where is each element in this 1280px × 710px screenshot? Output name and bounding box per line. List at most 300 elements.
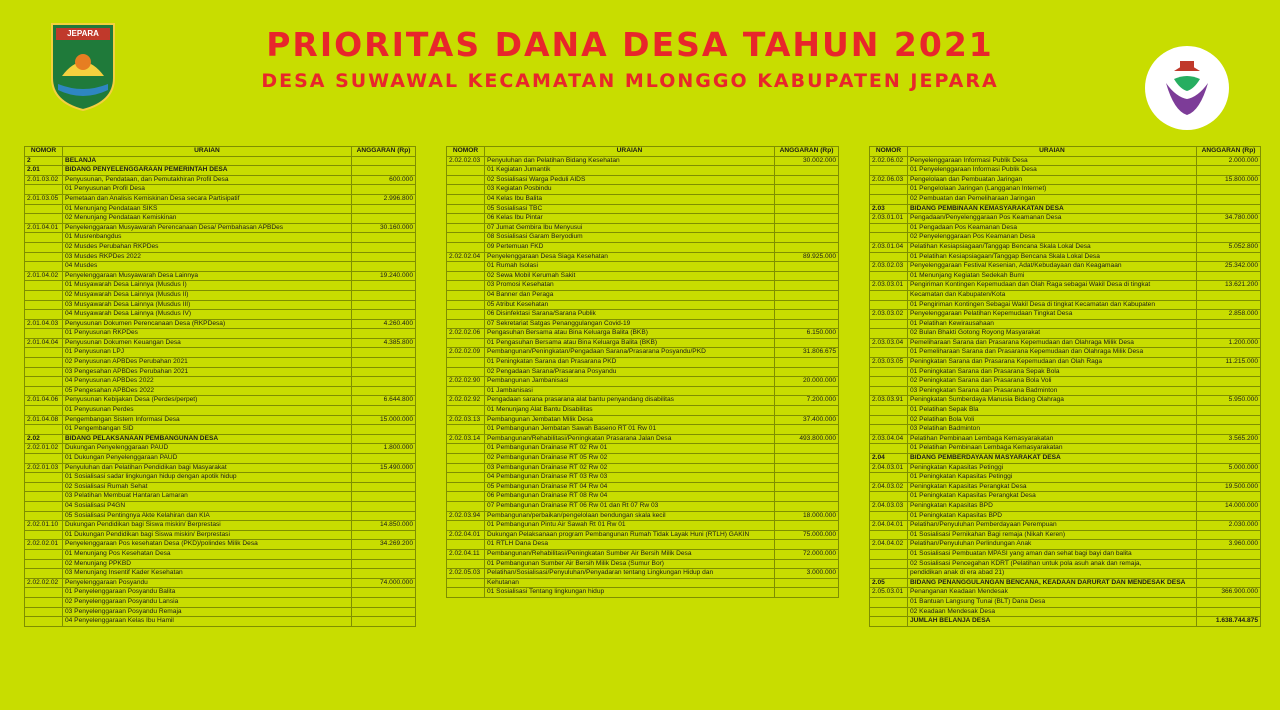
cell-uraian: BIDANG PELAKSANAAN PEMBANGUNAN DESA bbox=[63, 434, 352, 444]
cell-nomor bbox=[447, 473, 485, 483]
cell-nomor bbox=[870, 617, 908, 627]
cell-nomor bbox=[25, 348, 63, 358]
cell-anggaran bbox=[352, 242, 416, 252]
cell-nomor: 2.03.01.04 bbox=[870, 242, 908, 252]
cell-nomor: 2.04 bbox=[870, 454, 908, 464]
cell-uraian: Penyelenggaraan Desa Siaga Kesehatan bbox=[485, 252, 775, 262]
cell-uraian: Penyusunan, Pendataan, dan Pemutakhiran Profil Desa bbox=[63, 175, 352, 185]
cell-nomor bbox=[25, 473, 63, 483]
cell-anggaran bbox=[1197, 367, 1261, 377]
table-row bbox=[25, 425, 416, 435]
cell-nomor bbox=[447, 185, 485, 195]
cell-uraian: 04 Musdes bbox=[63, 262, 352, 272]
table-row bbox=[25, 396, 416, 406]
header-uraian: URAIAN bbox=[63, 147, 352, 157]
table-row bbox=[870, 482, 1261, 492]
cell-anggaran bbox=[1197, 530, 1261, 540]
cell-anggaran bbox=[352, 281, 416, 291]
cell-nomor bbox=[447, 578, 485, 588]
table-row bbox=[870, 511, 1261, 521]
cell-uraian: 03 Promosi Kesehatan bbox=[485, 281, 775, 291]
table-row bbox=[447, 329, 839, 339]
cell-uraian: 02 Pembangunan Drainase RT 05 Rw 02 bbox=[485, 454, 775, 464]
cell-nomor: 2.02.02.02 bbox=[25, 578, 63, 588]
table-row bbox=[447, 223, 839, 233]
table-row bbox=[447, 444, 839, 454]
cell-nomor: 2.01.04.08 bbox=[25, 415, 63, 425]
cell-uraian: 01 Pengiriman Kontingen Sebagai Wakil Desa di tingkat Kecamatan dan Kabupaten bbox=[908, 300, 1197, 310]
cell-anggaran bbox=[352, 310, 416, 320]
table-row bbox=[447, 396, 839, 406]
cell-uraian: 04 Sosialisasi P4GN bbox=[63, 501, 352, 511]
cell-nomor bbox=[870, 233, 908, 243]
cell-nomor bbox=[870, 223, 908, 233]
cell-nomor bbox=[25, 377, 63, 387]
cell-nomor: 2.01.03.05 bbox=[25, 194, 63, 204]
budget-table bbox=[869, 146, 1261, 627]
cell-uraian: 02 Sosialisasi Warga Peduli AIDS bbox=[485, 175, 775, 185]
cell-nomor: 2.04.04.01 bbox=[870, 521, 908, 531]
cell-nomor bbox=[25, 549, 63, 559]
cell-anggaran bbox=[775, 204, 839, 214]
cell-uraian: 03 Musdes RKPDes 2022 bbox=[63, 252, 352, 262]
cell-anggaran bbox=[352, 530, 416, 540]
cell-nomor: 2.01.04.03 bbox=[25, 319, 63, 329]
cell-uraian: 01 Penyusunan Perdes bbox=[63, 406, 352, 416]
cell-nomor bbox=[25, 559, 63, 569]
table-row bbox=[870, 348, 1261, 358]
cell-anggaran bbox=[1197, 386, 1261, 396]
cell-nomor bbox=[447, 262, 485, 272]
cell-anggaran bbox=[352, 233, 416, 243]
table-row bbox=[25, 175, 416, 185]
table-row bbox=[870, 463, 1261, 473]
cell-nomor bbox=[447, 223, 485, 233]
cell-nomor bbox=[25, 310, 63, 320]
cell-anggaran: 1.200.000 bbox=[1197, 338, 1261, 348]
cell-anggaran bbox=[1197, 607, 1261, 617]
cell-uraian: 01 Peningkatan Kapasitas Perangkat Desa bbox=[908, 492, 1197, 502]
cell-nomor: 2.05 bbox=[870, 578, 908, 588]
table-row bbox=[25, 204, 416, 214]
cell-uraian: Pelatihan Pembinaan Lembaga Kemasyarakatan bbox=[908, 434, 1197, 444]
table-row bbox=[870, 166, 1261, 176]
cell-nomor bbox=[447, 425, 485, 435]
cell-anggaran bbox=[352, 156, 416, 166]
table-row bbox=[447, 367, 839, 377]
cell-nomor bbox=[25, 406, 63, 416]
table-row bbox=[447, 185, 839, 195]
table-row bbox=[25, 348, 416, 358]
cell-anggaran bbox=[1197, 377, 1261, 387]
table-row bbox=[870, 156, 1261, 166]
cell-uraian: 04 Banner dan Peraga bbox=[485, 290, 775, 300]
cell-uraian: Kehutanan bbox=[485, 578, 775, 588]
table-row bbox=[870, 444, 1261, 454]
table-row bbox=[447, 482, 839, 492]
cell-nomor bbox=[447, 367, 485, 377]
cell-anggaran bbox=[775, 319, 839, 329]
cell-uraian: Pengelolaan dan Pembuatan Jaringan bbox=[908, 175, 1197, 185]
table-row bbox=[870, 223, 1261, 233]
cell-anggaran bbox=[1197, 406, 1261, 416]
table-row bbox=[870, 358, 1261, 368]
cell-uraian: 03 Pembangunan Drainase RT 02 Rw 02 bbox=[485, 463, 775, 473]
table-row bbox=[870, 492, 1261, 502]
table-row bbox=[870, 386, 1261, 396]
header-nomor: NOMOR bbox=[447, 147, 485, 157]
table-row bbox=[25, 444, 416, 454]
cell-anggaran bbox=[1197, 204, 1261, 214]
budget-table-panel-1 bbox=[24, 146, 416, 627]
table-row bbox=[870, 569, 1261, 579]
cell-anggaran bbox=[352, 377, 416, 387]
cell-anggaran bbox=[352, 290, 416, 300]
cell-anggaran: 31.806.675 bbox=[775, 348, 839, 358]
cell-anggaran: 600.000 bbox=[352, 175, 416, 185]
cell-uraian: 04 Pembangunan Drainase RT 03 Rw 03 bbox=[485, 473, 775, 483]
table-row bbox=[870, 319, 1261, 329]
cell-anggaran bbox=[775, 175, 839, 185]
cell-anggaran bbox=[775, 338, 839, 348]
table-row bbox=[447, 377, 839, 387]
cell-uraian: 01 Pembangunan Sumber Air Bersih Milik Desa (Sumur Bor) bbox=[485, 559, 775, 569]
table-row bbox=[447, 262, 839, 272]
cell-nomor: 2.02.01.03 bbox=[25, 463, 63, 473]
table-row bbox=[25, 511, 416, 521]
table-row bbox=[25, 367, 416, 377]
cell-anggaran: 11.215.000 bbox=[1197, 358, 1261, 368]
cell-anggaran bbox=[1197, 348, 1261, 358]
cell-anggaran bbox=[1197, 271, 1261, 281]
cell-nomor: 2.01.04.01 bbox=[25, 223, 63, 233]
cell-uraian: 01 Pembangunan Drainase RT 02 Rw 01 bbox=[485, 444, 775, 454]
cell-uraian: Pengiriman Kontingen Kepemudaan dan Olah Raga sebagai Wakil Desa di tingkat bbox=[908, 281, 1197, 291]
table-row bbox=[25, 242, 416, 252]
table-row bbox=[25, 530, 416, 540]
cell-nomor bbox=[447, 194, 485, 204]
table-row bbox=[25, 588, 416, 598]
page-subtitle: DESA SUWAWAL KECAMATAN MLONGGO KABUPATEN JEPARA bbox=[261, 70, 999, 92]
table-row bbox=[870, 233, 1261, 243]
cell-uraian: 03 Pelatihan Membuat Hantaran Lamaran bbox=[63, 492, 352, 502]
cell-anggaran bbox=[1197, 415, 1261, 425]
cell-uraian: 02 Sewa Mobil Kerumah Sakit bbox=[485, 271, 775, 281]
cell-uraian: 01 Pengelolaan Jaringan (Langganan Internet) bbox=[908, 185, 1197, 195]
cell-anggaran bbox=[352, 329, 416, 339]
cell-anggaran bbox=[1197, 300, 1261, 310]
cell-uraian: Penyelenggaraan Informasi Publik Desa bbox=[908, 156, 1197, 166]
table-row bbox=[870, 597, 1261, 607]
cell-anggaran: 5.052.800 bbox=[1197, 242, 1261, 252]
cell-uraian: 01 Pelatihan Kewirausahaan bbox=[908, 319, 1197, 329]
cell-nomor bbox=[25, 617, 63, 627]
cell-anggaran bbox=[775, 578, 839, 588]
cell-anggaran: 3.000.000 bbox=[775, 569, 839, 579]
cell-uraian: 08 Sosialisasi Garam Beryodium bbox=[485, 233, 775, 243]
cell-nomor bbox=[25, 386, 63, 396]
table-row bbox=[870, 473, 1261, 483]
cell-uraian: pendidikan anak di era abad 21) bbox=[908, 569, 1197, 579]
cell-nomor: 2.04.03.03 bbox=[870, 501, 908, 511]
cell-anggaran: 13.621.200 bbox=[1197, 281, 1261, 291]
table-row bbox=[870, 454, 1261, 464]
cell-anggaran bbox=[1197, 511, 1261, 521]
table-row bbox=[25, 223, 416, 233]
table-row bbox=[25, 473, 416, 483]
cell-nomor bbox=[447, 290, 485, 300]
cell-anggaran bbox=[775, 501, 839, 511]
cell-uraian: 02 Menunjang PPKBD bbox=[63, 559, 352, 569]
cell-nomor bbox=[447, 492, 485, 502]
cell-anggaran: 2.000.000 bbox=[1197, 156, 1261, 166]
cell-anggaran bbox=[1197, 290, 1261, 300]
table-row bbox=[25, 540, 416, 550]
table-row bbox=[25, 482, 416, 492]
cell-nomor bbox=[447, 242, 485, 252]
cell-uraian: 05 Sosialisasi TBC bbox=[485, 204, 775, 214]
cell-anggaran bbox=[1197, 194, 1261, 204]
table-row bbox=[870, 310, 1261, 320]
cell-anggaran bbox=[775, 262, 839, 272]
cell-anggaran bbox=[352, 569, 416, 579]
cell-nomor bbox=[870, 569, 908, 579]
table-row bbox=[447, 540, 839, 550]
cell-nomor: 2.02.02.90 bbox=[447, 377, 485, 387]
table-row bbox=[870, 588, 1261, 598]
cell-uraian: 01 Pelatihan Pembinaan Lembaga Kemasyarakatan bbox=[908, 444, 1197, 454]
cell-anggaran bbox=[775, 540, 839, 550]
cell-anggaran: 3.565.200 bbox=[1197, 434, 1261, 444]
cell-anggaran: 37.400.000 bbox=[775, 415, 839, 425]
cell-anggaran: 72.000.000 bbox=[775, 549, 839, 559]
cell-uraian: Penyusunan Kebijakan Desa (Perdes/perpet) bbox=[63, 396, 352, 406]
table-row bbox=[25, 377, 416, 387]
cell-uraian: 05 Atribut Kesehatan bbox=[485, 300, 775, 310]
cell-nomor bbox=[447, 406, 485, 416]
table-header-row bbox=[870, 147, 1261, 157]
cell-uraian: Pengasuhan Bersama atau Bina Keluarga Balita (BKB) bbox=[485, 329, 775, 339]
cell-uraian: Pembangunan Jembatan Milik Desa bbox=[485, 415, 775, 425]
cell-anggaran bbox=[1197, 473, 1261, 483]
table-row bbox=[447, 242, 839, 252]
cell-anggaran: 493.800.000 bbox=[775, 434, 839, 444]
cell-nomor bbox=[447, 166, 485, 176]
cell-nomor bbox=[25, 367, 63, 377]
cell-nomor bbox=[870, 425, 908, 435]
cell-anggaran bbox=[352, 597, 416, 607]
cell-anggaran bbox=[352, 434, 416, 444]
table-row bbox=[870, 425, 1261, 435]
cell-anggaran bbox=[1197, 319, 1261, 329]
table-row bbox=[870, 549, 1261, 559]
cell-uraian: 01 Pemeliharaan Sarana dan Prasarana Kepemudaan dan Olahraga Milik Desa bbox=[908, 348, 1197, 358]
table-row bbox=[870, 540, 1261, 550]
cell-uraian: 01 Penyelenggaraan Informasi Publik Desa bbox=[908, 166, 1197, 176]
cell-nomor bbox=[447, 444, 485, 454]
cell-anggaran: 19.500.000 bbox=[1197, 482, 1261, 492]
cell-nomor bbox=[25, 242, 63, 252]
cell-nomor bbox=[447, 271, 485, 281]
cell-anggaran bbox=[775, 559, 839, 569]
cell-anggaran bbox=[775, 492, 839, 502]
cell-nomor: 2.04.03.02 bbox=[870, 482, 908, 492]
cell-anggaran bbox=[775, 521, 839, 531]
cell-anggaran: 6.644.800 bbox=[352, 396, 416, 406]
cell-nomor: 2.02.03.14 bbox=[447, 434, 485, 444]
cell-nomor bbox=[870, 386, 908, 396]
table-row bbox=[25, 501, 416, 511]
header-anggaran: ANGGARAN (Rp) bbox=[775, 147, 839, 157]
cell-uraian: 07 Jumat Gembira Ibu Menyusui bbox=[485, 223, 775, 233]
cell-anggaran bbox=[1197, 252, 1261, 262]
cell-anggaran bbox=[775, 588, 839, 598]
cell-uraian: 07 Pembangunan Drainase RT 06 Rw 01 dan Rt 07 Rw 03 bbox=[485, 501, 775, 511]
cell-uraian: 01 Sosialisasi Tentang lingkungan hidup bbox=[485, 588, 775, 598]
cell-nomor: 2.02.06.02 bbox=[870, 156, 908, 166]
cell-anggaran bbox=[352, 204, 416, 214]
cell-anggaran bbox=[1197, 559, 1261, 569]
table-row bbox=[25, 454, 416, 464]
table-row bbox=[447, 492, 839, 502]
cell-nomor: 2.03.03.04 bbox=[870, 338, 908, 348]
cell-nomor bbox=[870, 492, 908, 502]
cell-uraian: Pembangunan/Rehabilitasi/Peningkatan Sumber Air Bersih Milik Desa bbox=[485, 549, 775, 559]
table-row bbox=[447, 454, 839, 464]
cell-anggaran: 34.269.200 bbox=[352, 540, 416, 550]
cell-nomor: 2.02.06.03 bbox=[870, 175, 908, 185]
cell-uraian: Penyusunan Dokumen Keuangan Desa bbox=[63, 338, 352, 348]
table-row bbox=[870, 262, 1261, 272]
cell-uraian: 03 Pengesahan APBDes Perubahan 2021 bbox=[63, 367, 352, 377]
cell-anggaran bbox=[1197, 454, 1261, 464]
cell-nomor bbox=[447, 454, 485, 464]
cell-nomor bbox=[25, 482, 63, 492]
jepara-logo-text: JEPARA bbox=[67, 29, 99, 38]
cell-anggaran bbox=[775, 310, 839, 320]
table-row bbox=[870, 204, 1261, 214]
cell-uraian: Pembangunan/perbaikan/pengelolaan bendungan skala kecil bbox=[485, 511, 775, 521]
cell-anggaran bbox=[352, 214, 416, 224]
cell-nomor bbox=[25, 588, 63, 598]
table-row bbox=[447, 549, 839, 559]
cell-anggaran: 20.000.000 bbox=[775, 377, 839, 387]
cell-uraian: 02 Musyawarah Desa Lainnya (Musdus II) bbox=[63, 290, 352, 300]
cell-nomor bbox=[25, 597, 63, 607]
table-row bbox=[25, 569, 416, 579]
cell-nomor bbox=[870, 166, 908, 176]
cell-nomor bbox=[25, 185, 63, 195]
table-row bbox=[25, 578, 416, 588]
cell-uraian: BIDANG PENANGGULANGAN BENCANA, KEADAAN DARURAT DAN MENDESAK DESA bbox=[908, 578, 1197, 588]
table-header-row bbox=[447, 147, 839, 157]
cell-nomor bbox=[25, 329, 63, 339]
table-header-row bbox=[25, 147, 416, 157]
cell-uraian: 01 Peningkatan Sarana dan Prasarana PKD bbox=[485, 358, 775, 368]
cell-uraian: 03 Menunjang Insentif Kader Kesehatan bbox=[63, 569, 352, 579]
cell-nomor bbox=[870, 300, 908, 310]
cell-anggaran bbox=[1197, 492, 1261, 502]
cell-nomor: 2.03.03.91 bbox=[870, 396, 908, 406]
cell-uraian: 01 Dukungan Pendidikan bagi Siswa miskin/ Berprestasi bbox=[63, 530, 352, 540]
table-row bbox=[870, 271, 1261, 281]
table-row bbox=[447, 501, 839, 511]
cell-anggaran: 30.002.000 bbox=[775, 156, 839, 166]
cell-uraian: Penyelenggaraan Musyawarah Perencanaan Desa/ Pembahasan APBDes bbox=[63, 223, 352, 233]
cell-uraian: Peningkatan Kapasitas Perangkat Desa bbox=[908, 482, 1197, 492]
cell-uraian: 04 Penyelenggaraan Kelas Ibu Hamil bbox=[63, 617, 352, 627]
cell-anggaran: 5.000.000 bbox=[1197, 463, 1261, 473]
cell-uraian: BIDANG PEMBINAAN KEMASYARAKATAN DESA bbox=[908, 204, 1197, 214]
table-row bbox=[25, 166, 416, 176]
table-row bbox=[447, 348, 839, 358]
cell-nomor: 2.01.03.02 bbox=[25, 175, 63, 185]
cell-anggaran: 25.342.000 bbox=[1197, 262, 1261, 272]
cell-nomor bbox=[870, 367, 908, 377]
cell-nomor bbox=[447, 358, 485, 368]
cell-uraian: Penyelenggaraan Pelatihan Kepemudaan Tingkat Desa bbox=[908, 310, 1197, 320]
table-row bbox=[447, 473, 839, 483]
cell-anggaran bbox=[352, 501, 416, 511]
cell-uraian: Penyelenggaraan Posyandu bbox=[63, 578, 352, 588]
cell-anggaran bbox=[352, 252, 416, 262]
table-row bbox=[447, 406, 839, 416]
table-row bbox=[870, 185, 1261, 195]
cell-uraian: Peningkatan Kapasitas BPD bbox=[908, 501, 1197, 511]
table-row bbox=[25, 281, 416, 291]
table-row bbox=[447, 588, 839, 598]
cell-nomor bbox=[870, 549, 908, 559]
cell-uraian: 01 Menunjang Pos Kesehatan Desa bbox=[63, 549, 352, 559]
cell-nomor bbox=[870, 348, 908, 358]
cell-nomor bbox=[25, 262, 63, 272]
table-row bbox=[870, 175, 1261, 185]
cell-anggaran bbox=[352, 262, 416, 272]
cell-uraian: 01 Pelatihan Kesiapsiagaan/Tanggap Bencana Skala Lokal Desa bbox=[908, 252, 1197, 262]
cell-anggaran bbox=[352, 482, 416, 492]
table-row bbox=[25, 434, 416, 444]
cell-nomor: 2.02.03.94 bbox=[447, 511, 485, 521]
cell-nomor bbox=[870, 290, 908, 300]
table-row bbox=[870, 578, 1261, 588]
cell-nomor bbox=[447, 214, 485, 224]
cell-nomor bbox=[447, 338, 485, 348]
table-row bbox=[25, 492, 416, 502]
cell-anggaran bbox=[775, 358, 839, 368]
cell-anggaran bbox=[775, 194, 839, 204]
table-row bbox=[25, 597, 416, 607]
table-row bbox=[447, 252, 839, 262]
cell-nomor bbox=[447, 386, 485, 396]
cell-anggaran: 34.780.000 bbox=[1197, 214, 1261, 224]
cell-nomor bbox=[447, 559, 485, 569]
cell-uraian: 02 Keadaan Mendesak Desa bbox=[908, 607, 1197, 617]
cell-uraian: 02 Penyusunan APBDes Perubahan 2021 bbox=[63, 358, 352, 368]
table-row bbox=[870, 242, 1261, 252]
cell-anggaran: 89.925.000 bbox=[775, 252, 839, 262]
table-row bbox=[25, 194, 416, 204]
table-row bbox=[447, 194, 839, 204]
table-row bbox=[447, 530, 839, 540]
cell-nomor: 2.02.04.01 bbox=[447, 530, 485, 540]
cell-anggaran bbox=[352, 166, 416, 176]
table-row bbox=[25, 271, 416, 281]
cell-uraian: 02 Bulan Bhakti Gotong Royong Masyarakat bbox=[908, 329, 1197, 339]
cell-nomor bbox=[447, 588, 485, 598]
header-uraian: URAIAN bbox=[908, 147, 1197, 157]
cell-uraian: 03 Penyelenggaraan Posyandu Remaja bbox=[63, 607, 352, 617]
cell-anggaran bbox=[775, 271, 839, 281]
